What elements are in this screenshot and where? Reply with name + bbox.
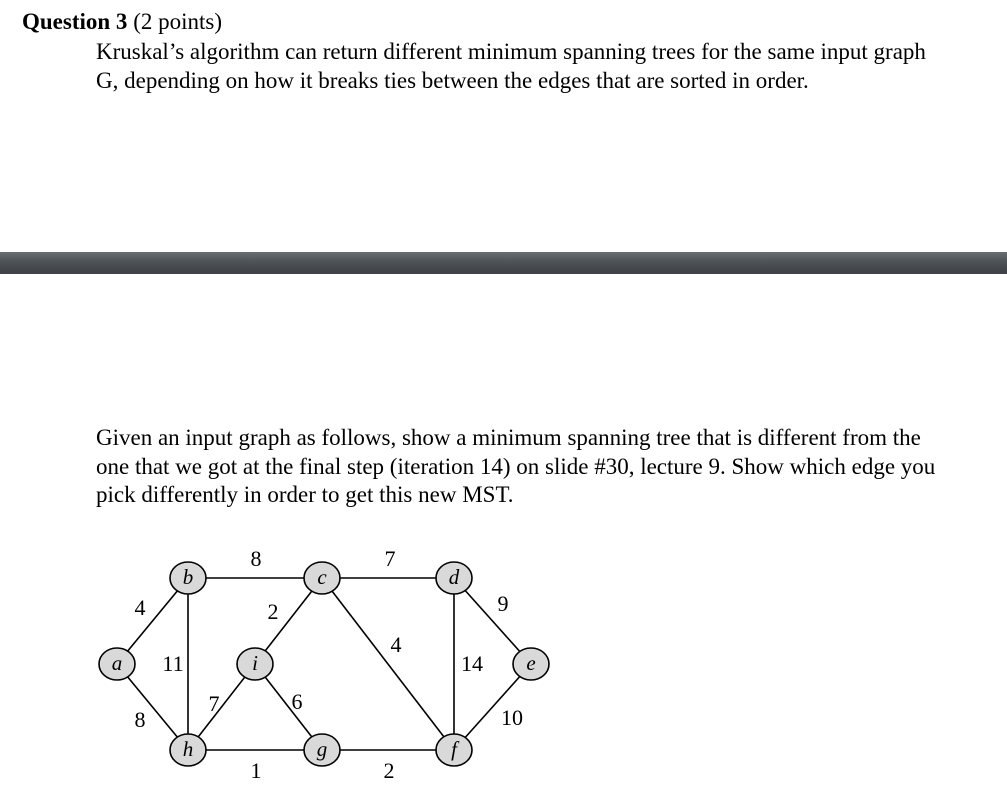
node-e [513,648,549,680]
edge-weight-c-d: 7 [384,546,396,572]
edge-weight-g-h: 1 [250,758,262,784]
node-g [304,734,340,766]
node-d [436,562,472,594]
edge-weight-e-f: 10 [501,705,523,731]
edge-c-f [322,578,454,750]
node-a [99,648,135,680]
edge-weight-f-g: 2 [383,758,395,784]
intro-line: G, depending on how it breaks ties between the edges that are sorted in order. [96,67,809,93]
node-label: g [316,736,328,761]
task-line: Given an input graph as follows, show a minimum spanning tree that is different from the [96,425,921,450]
edge-weight-h-i: 7 [208,691,220,717]
question-points: (2 points) [133,9,222,34]
node-label: i [252,650,258,675]
edge-weight-a-h: 8 [134,707,146,733]
edge-weight-c-f: 4 [390,632,402,658]
node-label: d [448,564,460,589]
edge-weight-d-e: 9 [497,591,509,617]
node-label: b [182,564,194,589]
node-i [237,648,273,680]
node-b [170,562,206,594]
node-f [436,734,472,766]
node-label: c [317,564,327,589]
node-h [170,734,206,766]
task-line: one that we got at the final step (iteration 14) on slide #30, lecture 9. Show which edge you [96,453,936,479]
node-label: e [526,650,536,675]
edge-weight-c-i: 2 [267,599,279,625]
edge-weight-b-c: 8 [250,546,262,572]
node-label: a [111,650,123,675]
edge-weight-g-i: 6 [291,689,303,715]
edge-weight-d-f: 14 [461,651,483,677]
question-number: Question 3 [22,9,128,34]
edge-weight-b-h: 11 [162,651,184,677]
edge-weight-a-b: 4 [134,595,146,621]
node-label: f [451,736,457,761]
intro-line: Kruskal’s algorithm can return different minimum spanning trees for the same input graph [96,39,926,64]
node-label: h [182,736,194,761]
node-c [304,562,340,594]
task-line: pick differently in order to get this new MST. [96,482,514,507]
